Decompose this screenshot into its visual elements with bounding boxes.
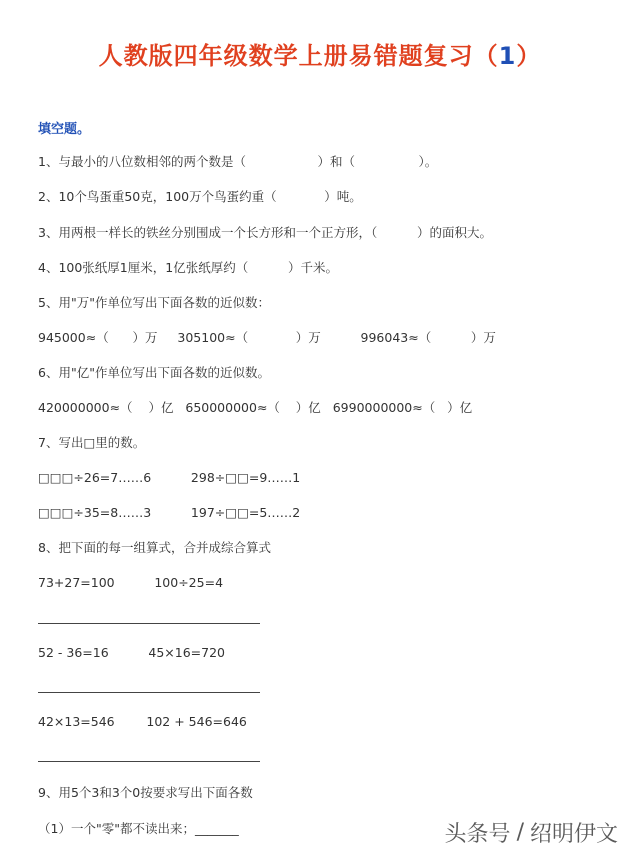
section-heading: 填空题。 (38, 122, 91, 137)
page-title (0, 36, 640, 71)
question-6: 6、用"亿"作单位写出下面各数的近似数。 (38, 365, 270, 380)
answer-line-1 (38, 623, 260, 624)
title-main-text: 人教版四年级数学上册易错题复习（ (98, 42, 499, 70)
question-8-group-1: 73+27=100 100÷25=4 (38, 575, 224, 590)
question-3: 3、用两根一样长的铁丝分别围成一个长方形和一个正方形，（ ）的面积大。 (38, 225, 492, 240)
question-8-group-3: 42×13=546 102 + 546=646 (38, 714, 247, 729)
question-7: 7、写出□里的数。 (38, 435, 146, 450)
watermark-separator: / (516, 820, 524, 845)
question-7-row-2: □□□÷35=8……3 197÷□□=5……2 (38, 505, 301, 520)
answer-line-2 (38, 692, 260, 693)
watermark-author: 绍明伊文 (529, 822, 618, 847)
question-7-row-1: □□□÷26=7……6 298÷□□=9……1 (38, 470, 301, 485)
title-close-paren: ） (516, 42, 542, 70)
question-8-group-2: 52 - 36=16 45×16=720 (38, 645, 225, 660)
question-1: 1、与最小的八位数相邻的两个数是（ ）和（ ）。 (38, 154, 438, 169)
question-5: 5、用"万"作单位写出下面各数的近似数： (38, 295, 270, 310)
title-number: 1 (498, 42, 517, 70)
watermark-source: 头条号 (444, 822, 511, 847)
question-8: 8、把下面的每一组算式，合并成综合算式 (38, 540, 271, 555)
question-5-items: 945000≈（ ）万 305100≈（ ）万 996043≈（ ）万 (38, 330, 496, 345)
question-2: 2、10个鸟蛋重50克，100万个鸟蛋约重（ ）吨。 (38, 189, 362, 204)
question-4: 4、100张纸厚1厘米，1亿张纸厚约（ ）千米。 (38, 260, 338, 275)
watermark (445, 817, 618, 848)
answer-line-3 (38, 761, 260, 762)
question-9: 9、用5个3和3个0按要求写出下面各数 (38, 785, 253, 800)
question-6-items: 420000000≈（ ）亿 650000000≈（ ）亿 6990000000≈（ ）亿 (38, 400, 473, 415)
question-9-part-1: （1）一个"零"都不读出来；_______ (38, 821, 239, 836)
